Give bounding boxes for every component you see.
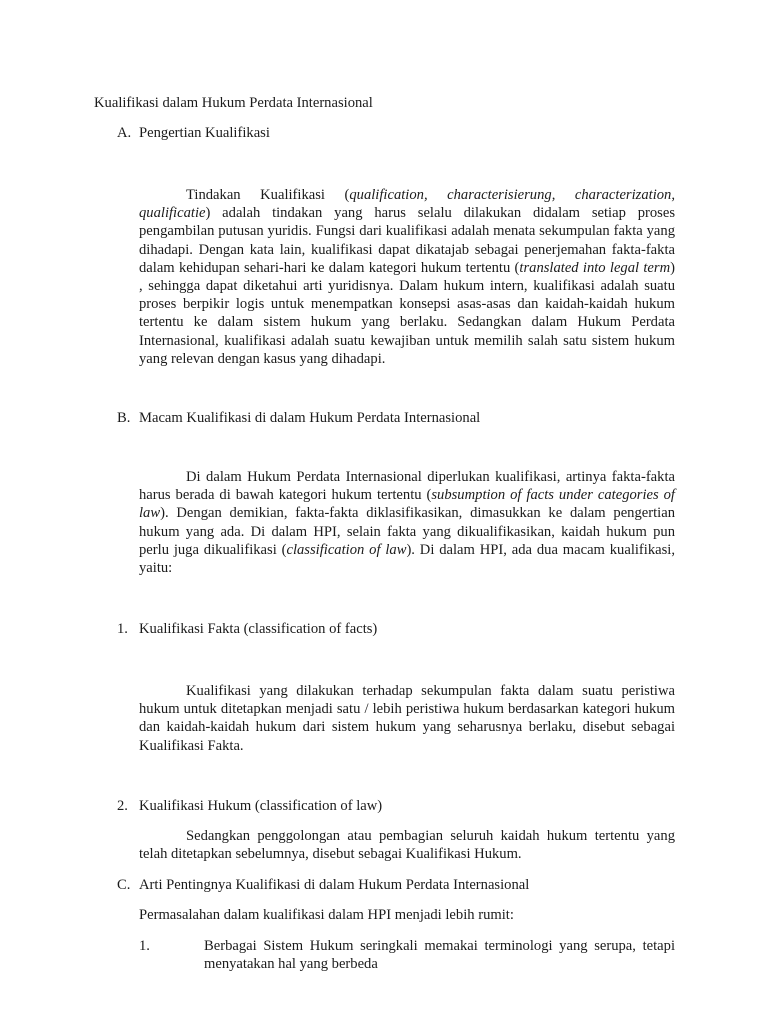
section-b-heading: Macam Kualifikasi di dalam Hukum Perdata Internasional — [139, 410, 481, 426]
italic-term: classification of law — [286, 541, 407, 558]
section-a-heading: Pengertian Kualifikasi — [139, 125, 270, 141]
section-b-paragraph — [139, 468, 675, 577]
list-item-marker: 1. — [139, 938, 150, 954]
text-run: ). Di dalam HPI, ada dua macam kualifikasi, yaitu: — [139, 541, 675, 577]
text-run: Tindakan Kualifikasi ( — [186, 187, 350, 203]
section-a-paragraph — [139, 186, 675, 368]
italic-term: subsumption of facts under categories of law — [139, 487, 675, 522]
subsection-paragraph: Kualifikasi yang dilakukan terhadap sekumpulan fakta dalam suatu peristiwa hukum untuk ditetapkan menjadi satu / lebih peristiwa hukum berdasarkan kategori hukum dan kaidah-kaidah hukum dari sistem hukum yang seharusnya berlaku, disebut sebagai Kualifikasi Fakta. — [139, 683, 675, 754]
text-run: ) adalah tindakan yang harus selalu dilakukan didalam setiap proses pengambilan putusan yuridis. Fungsi dari kualifikasi adalah menata sekumpulan fakta yang dihadapi. Dengan kata lain, kualifikasi dapat dikatajab sebagai penerjemahan fakta-fakta dalam kehidupan sehari-hari ke dalam kategori hukum tertentu ( — [139, 205, 675, 276]
text-run: ) , sehingga dapat diketahui arti yuridisnya. Dalam hukum intern, kualifikasi adalah suatu proses berpikir logis untuk menempatkan konsepsi asas-asas dan kaidah-kaidah hukum tertentu ke dalam sistem hukum yang berlaku. Sedangkan dalam Hukum Perdata Internasional, kualifikasi adalah suatu kewajiban untuk memilih salah satu sistem hukum yang relevan dengan kasus yang dihadapi. — [139, 259, 675, 367]
subsection-heading: Kualifikasi Hukum (classification of law) — [139, 798, 383, 814]
section-a-marker: A. — [117, 125, 132, 141]
section-c-heading: Arti Pentingnya Kualifikasi di dalam Hukum Perdata Internasional — [139, 877, 530, 893]
list-item-text: Berbagai Sistem Hukum seringkali memakai terminologi yang serupa, tetapi menyatakan hal yang berbeda — [204, 938, 675, 973]
list-item-marker: 2. — [117, 798, 128, 814]
subsection-paragraph: Sedangkan penggolongan atau pembagian seluruh kaidah hukum tertentu yang telah ditetapkan sebelumnya, disebut sebagai Kualifikasi Hukum. — [139, 828, 675, 863]
text-run: ). Dengan demikian, fakta-fakta diklasifikasikan, dimasukkan ke dalam pengertian hukum yang ada. Di dalam HPI, selain fakta yang dikualifikasikan, kaidah hukum pun perlu juga dikualifikasi ( — [139, 505, 675, 558]
italic-term: qualification, characterisierung, characterization, qualificatie — [139, 187, 675, 222]
document-title: Kualifikasi dalam Hukum Perdata Internasional — [94, 95, 373, 111]
section-b-marker: B. — [117, 410, 131, 426]
list-item-marker: 1. — [117, 621, 128, 637]
subsection-heading: Kualifikasi Fakta (classification of facts) — [139, 621, 378, 637]
section-c-marker: C. — [117, 877, 131, 893]
text-run: Di dalam Hukum Perdata Internasional diperlukan kualifikasi, artinya fakta-fakta harus berada di bawah kategori hukum tertentu ( — [139, 469, 675, 504]
section-c-intro: Permasalahan dalam kualifikasi dalam HPI menjadi lebih rumit: — [139, 907, 514, 923]
italic-term: translated into legal term — [519, 259, 671, 276]
